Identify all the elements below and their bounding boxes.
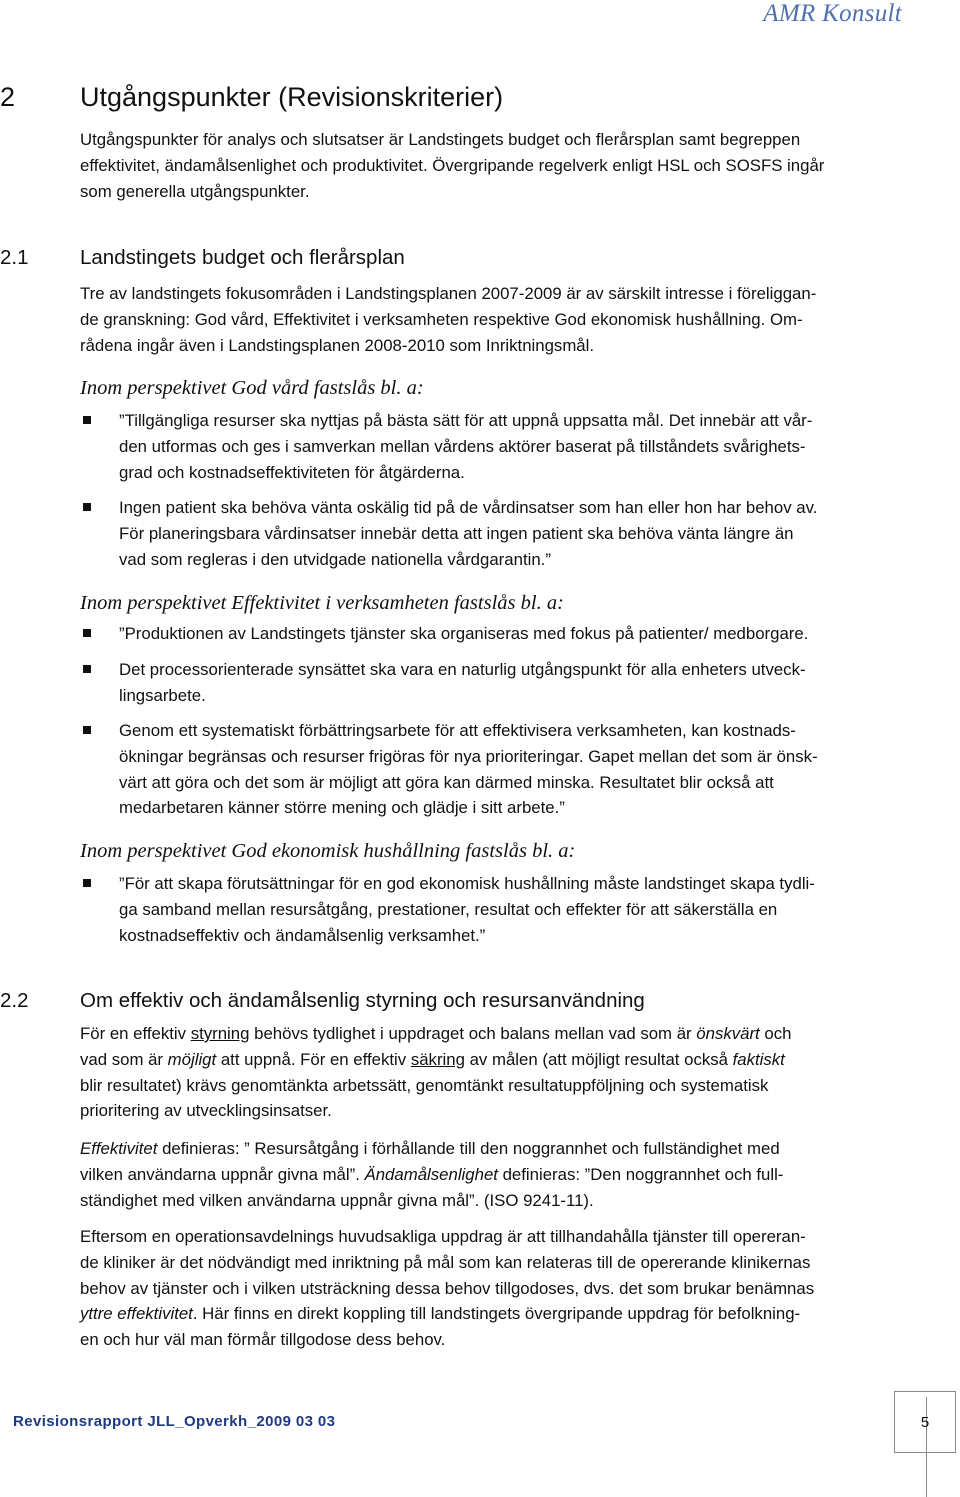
list-item: ”Produktionen av Landstingets tjänster ska organiseras med fokus på patienter/ medborgare. (80, 621, 890, 647)
ekonomisk-hushallning-heading: Inom perspektivet God ekonomisk hushållning fastslås bl. a: (80, 840, 576, 862)
bullet-square-icon (83, 879, 91, 887)
section-2-1-intro: Tre av landstingets fokusområden i Landstingsplanen 2007-2009 är av särskilt intresse i föreliggan- de granskning: God vård, Effektivitet i verksamheten respektive God ekonomisk hushållning. Om- rådena ingår även i Landstingsplanen 2008-2010 som Inriktningsmål. (80, 284, 817, 355)
bullet-square-icon (83, 629, 91, 637)
section-2-2-paragraph-2: Effektivitet definieras: ” Resursåtgång i förhållande till den noggrannhet och fullständighet med vilken användarna uppnår givna mål”. Ändamålsenlighet definieras: ”Den noggrannhet och full- ständighet med vilken användarna uppnår givna mål”. (ISO 9241-11). (80, 1139, 784, 1210)
god-vard-heading: Inom perspektivet God vård fastslås bl. a: (80, 377, 424, 399)
page-number: 5 (894, 1391, 956, 1453)
bullet-square-icon (83, 503, 91, 511)
company-logo-text: AMR Konsult (763, 0, 902, 27)
section-2-2-paragraph-3: Eftersom en operationsavdelnings huvudsakliga uppdrag är att tillhandahålla tjänster till opereran- de kliniker är det nödvändigt med inriktning på mål som kan relateras till de opererande klinikernas behov av tjänster och i vilken utsträckning dessa behov tillgodoses, dvs. det som brukar benämnas yttre effektivitet. Här finns en direkt koppling till landstingets övergripande uppdrag för befolkning- en och hur väl man förmår tillgodose dess behov. (80, 1227, 815, 1350)
bullet-square-icon (83, 416, 91, 424)
list-item: ”Tillgängliga resurser ska nyttjas på bästa sätt för att uppnå uppsatta mål. Det innebär att vår- den utformas och ges i samverkan mellan vårdens aktörer baserat på tillståndets svårighets- grad och kostnadseffektiviteten för åtgärderna. (80, 408, 890, 485)
section-2-intro: Utgångspunkter för analys och slutsatser är Landstingets budget och flerårsplan samt begreppen effektivitet, ändamålsenlighet och produktivitet. Övergripande regelverk enligt HSL och SOSFS ingår som generella utgångspunkter. (80, 130, 825, 201)
section-2-1-heading: 2.1 Landstingets budget och flerårsplan (0, 246, 405, 269)
list-item: Ingen patient ska behöva vänta oskälig tid på de vårdinsatser som han eller hon har behov av. För planeringsbara vårdinsatser innebär detta att ingen patient ska behöva vänta längre än vad som regleras i den utvidgade nationella vårdgarantin.” (80, 495, 890, 572)
bullet-square-icon (83, 665, 91, 673)
section-2-2-heading: 2.2 Om effektiv och ändamålsenlig styrning och resursanvändning (0, 989, 645, 1012)
section-2-heading: 2 Utgångspunkter (Revisionskriterier) (0, 82, 504, 112)
list-item: ”För att skapa förutsättningar för en god ekonomisk hushållning måste landstinget skapa tydli- ga samband mellan resursåtgång, prestationer, resultat och effekter för att säkerställa en kostnadseffektiv och ändamålsenlig verksamhet.” (80, 871, 890, 948)
section-2-2-paragraph-1: För en effektiv styrning behövs tydlighet i uppdraget och balans mellan vad som är önskvärt och vad som är möjligt att uppnå. För en effektiv säkring av målen (att möjligt resultat också faktiskt blir resultatet) krävs genomtänkta arbetssätt, genomtänkt resultatuppföljning och systematisk prioritering av utvecklingsinsatser. (80, 1024, 792, 1121)
effektivitet-heading: Inom perspektivet Effektivitet i verksamheten fastslås bl. a: (80, 592, 564, 614)
list-item: Det processorienterade synsättet ska vara en naturlig utgångspunkt för alla enheters utveck- lingsarbete. (80, 657, 890, 709)
bullet-square-icon (83, 726, 91, 734)
footer-document-name: Revisionsrapport JLL_Opverkh_2009 03 03 (13, 1413, 336, 1430)
list-item: Genom ett systematiskt förbättringsarbete för att effektivisera verksamheten, kan kostnads- ökningar begränsas och resurser frigöras för nya prioriteringar. Gapet mellan det som är önsk- värt att göra och det som är möjligt att göra kan därmed minska. Resultatet blir också att medarbetaren känner större mening och glädje i sitt arbete.” (80, 718, 890, 821)
